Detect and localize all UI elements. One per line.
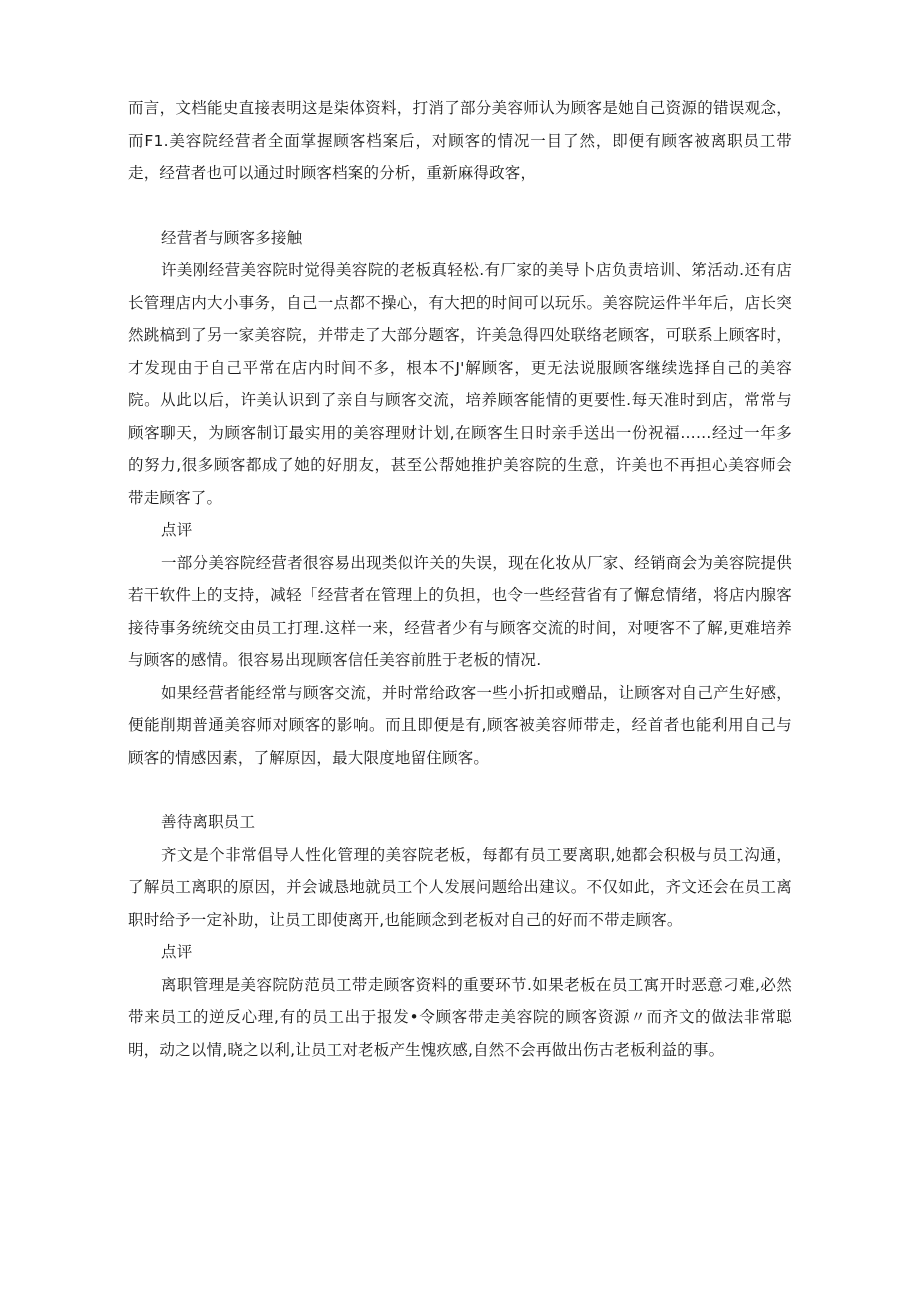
comment-paragraph: 离职管理是美容院防范员工带走顾客资料的重要环节.如果老板在员工寓开时恶意刁难,必然带来员工的逆反心理,有的员工出于报发•令顾客带走美容院的顾客资源〃而齐文的做法非常聪明，动之以情,晓之以利,让员工对老板产生愧疚感,自然不会再做出伤古老板利益的事。 — [128, 975, 792, 1059]
case-paragraph-xumei: 许美刚经营美容院时觉得美容院的老板真轻松.有厂家的美导卜店负责培训、笫活动.还有店长管理店内大小事务，自己一点都不操心，有大把的时间可以玩乐。美容院运件半年后，店长突然跳槁到了另一家美容院，并带走了大部分题客，许美急得四处联络老顾客，可联系上顾客时，才发现由于自己平常在店内时间不多，根本不J'解顾客，更无法说服顾客继续选择自己的美容院。从此以后，许美认识到了亲自与顾客交流，培养顾客能情的更要性.每天准时到店，常常与顾客聊天，为顾客制订最实用的美容理财计划,在顾客生日时亲手送出一份祝福……经过一年多的努力,很多顾客都成了她的好朋友，甚至公帮她推护美容院的生意，许美也不再担心美容师会带走顾客了。 — [128, 261, 792, 507]
intro-paragraph: 而言，文档能史直接表明这是柒体资料，打消了部分美容师认为顾客是她自己资源的错误观念，而F1.美容院经营者全面掌握顾客档案后，对顾客的情况一目了然，即便有顾客被离职员工带走，经营者也可以通过时顾客档案的分析，重新麻得政客， — [128, 99, 792, 182]
section-heading-customer-contact: 经营者与顾客多接触 — [161, 228, 303, 247]
comment-paragraph: 如果经营者能经常与顾客交流，并时常给政客一些小折扣或赠品，让顾客对自己产生好感，便能削期普通美容师对顾客的影响。而且即便是有,顾客被美容师带走，经首者也能利用自己与顾客的情感因素，了解原因，最大限度地留住顾客。 — [128, 683, 792, 767]
comment-label: 点评 — [161, 521, 193, 539]
comment-paragraph: 一部分美容院经营者很容易出现类似许关的失误，现在化妆从厂家、经销商会为美容院提供若干软件上的支持，减轻「经营者在管理上的负担，也令一些经营省有了懈怠情绪，将店内腺客接待事务统统交由员工打理.这样一来，经营者少有与顾客交流的时间，对哽客不了解,更难培养与顾客的感情。很容易出现顾客信任美容前胜于老板的情况. — [128, 553, 792, 669]
comment-label: 点评 — [161, 943, 193, 961]
document-body — [128, 92, 792, 1066]
case-paragraph-qiwen: 齐文是个非常倡导人性化管理的美容院老板，每都有员工要离职,她都会积极与员工沟通，了解员工离职的原因，并会诚恳地就员工个人发展问题给出建议。不仅如此，齐文还会在员工离职时给予一定补助，让员工即使离开,也能顾念到老板对自己的好而不带走顾客。 — [128, 845, 792, 929]
section-heading-departing-staff: 善待离职员工 — [161, 813, 256, 831]
